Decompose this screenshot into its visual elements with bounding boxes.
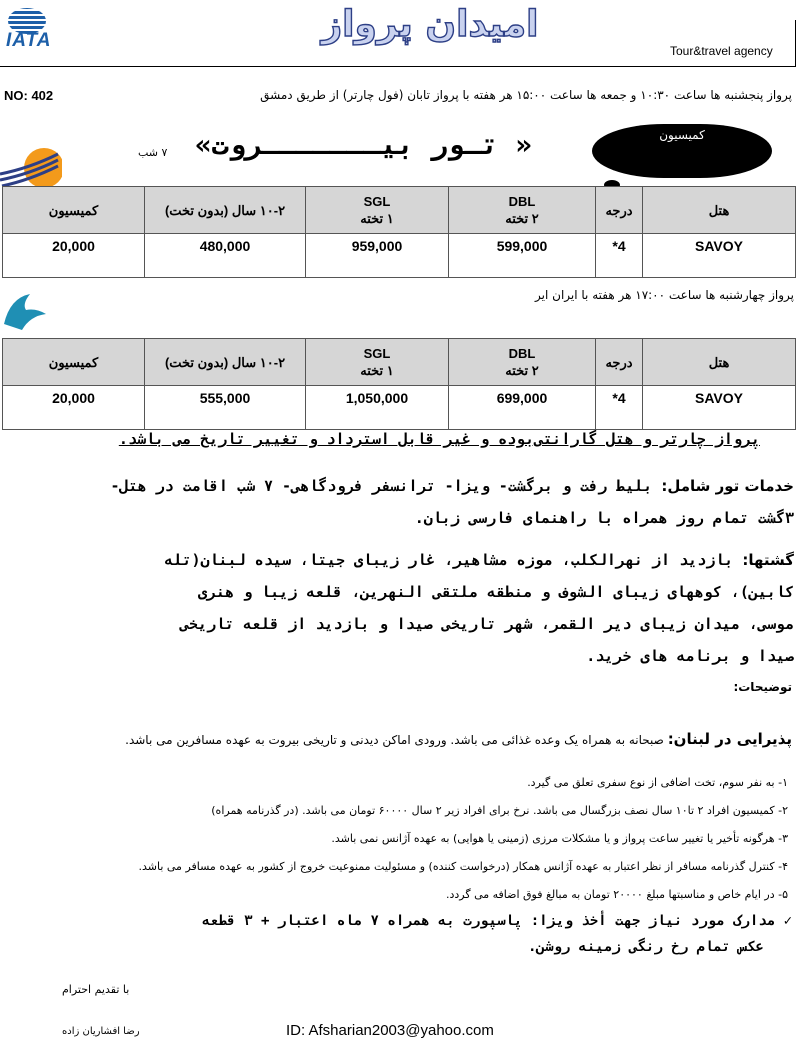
reception-line (125, 730, 792, 748)
iran-air-logo-icon (0, 290, 50, 332)
cloud-text: کمیسیون (659, 128, 705, 142)
services-section (2, 470, 794, 534)
tour-title: « تـور بیـــــــروت» (194, 128, 532, 161)
regards-text: با تقدیم احترام (62, 983, 130, 996)
sgl-cell: 959,000 (306, 234, 449, 278)
table-row (3, 386, 796, 430)
col-child: ۱۰-۲ سال (بدون تخت) (145, 187, 306, 234)
note-item: ۲- کمیسیون افراد ۲ تا۱۰ سال نصف بزرگسال می باشد. نرخ برای افراد زیر ۲ سال ۶۰۰۰۰ تومان می باشد. (در گذرنامه همراه) (211, 804, 788, 817)
tours-line-2: کابین)، کوههای زیبای الشوف و منطقه ملتقی النهرین، قلعه زیبا و هنری (197, 583, 794, 601)
tours-line-4: صیدا و برنامه های خرید. (586, 647, 794, 665)
price-table-2 (2, 338, 796, 430)
child-cell: 555,000 (145, 386, 306, 430)
visa-documents (2, 908, 792, 960)
header-rule (0, 66, 795, 67)
hotel-cell: SAVOY (643, 386, 796, 430)
col-sgl: SGL ۱ تخته (306, 339, 449, 386)
price-table-1 (2, 186, 796, 278)
brand-title: امیدان پرواز (321, 4, 539, 45)
airline-logo-icon (0, 148, 62, 188)
col-grade: درجه (596, 187, 643, 234)
note-item: ۳- هرگونه تأخیر یا تغییر ساعت پرواز و یا مشکلات مرزی (زمینی یا هوایی) به عهده آژانس نمی باشد. (331, 832, 788, 845)
services-label: خدمات تور شامل: (661, 477, 794, 495)
dbl-cell: 599,000 (449, 234, 596, 278)
col-grade: درجه (596, 339, 643, 386)
col-dbl: DBL ۲ تخته (449, 339, 596, 386)
commission-cell: 20,000 (3, 234, 145, 278)
commission-cell: 20,000 (3, 386, 145, 430)
hotel-cell: SAVOY (643, 234, 796, 278)
reception-label: پذیرایی در لبنان: (667, 730, 792, 748)
dbl-cell: 699,000 (449, 386, 596, 430)
notes-heading: توضیحات: (733, 680, 792, 694)
table-header-row (3, 339, 796, 386)
sgl-cell: 1,050,000 (306, 386, 449, 430)
contact-email: ID: Afsharian2003@yahoo.com (286, 1022, 494, 1039)
nights-label: ۷ شب (138, 146, 168, 159)
grade-cell: 4* (596, 386, 643, 430)
header-side-rule (795, 20, 796, 67)
table-row (3, 234, 796, 278)
note-item: ۴- کنترل گذرنامه مسافر از نظر اعتبار به عهده آژانس همکار (درخواست کننده) و مسئولیت ممنوعیت خروج از کشور به عهده مسافر می باشد. (138, 860, 788, 873)
document-number: NO: 402 (4, 88, 54, 103)
documents-line-2: عکس تمام رخ رنگی زمینه روشن. (527, 939, 764, 955)
iata-logo: IATA (6, 30, 52, 51)
flight-info-1: پرواز پنجشنبه ها ساعت ۱۰:۳۰ و جمعه ها ساعت ۱۵:۰۰ هر هفته با پرواز تابان (فول چارتر) از طریق دمشق (260, 88, 792, 102)
agency-label: Tour&travel agency (670, 44, 773, 58)
col-hotel: هتل (643, 339, 796, 386)
note-item: ۵- در ایام خاص و مناسبتها مبلغ ۲۰۰۰۰ تومان به مبالغ فوق اضافه می گردد. (445, 888, 788, 901)
col-dbl: DBL ۲ تخته (449, 187, 596, 234)
tours-line-3: موسی، میدان زیبای دیر القمر، شهر تاریخی صیدا و بازدید از قلعه تاریخی (179, 615, 794, 633)
flight-info-2: پرواز چهارشنبه ها ساعت ۱۷:۰۰ هر هفته با ایران ایر (535, 288, 794, 302)
charter-note: پرواز چارتر و هتل گارانتی‌بوده و غیر قابل استرداد و تغییر تاریخ می باشد. (118, 430, 760, 448)
tours-line-1: گشتها: بازدید از نهرالکلب، موزه مشاهیر، غار زیبای جیتا، سیده لبنان(تله (164, 551, 794, 569)
col-sgl: SGL ۱ تخته (306, 187, 449, 234)
col-commission: کمیسیون (3, 339, 145, 386)
commission-cloud (592, 124, 772, 178)
signer-name: رضا افشاریان زاده (62, 1026, 140, 1037)
col-child: ۱۰-۲ سال (بدون تخت) (145, 339, 306, 386)
documents-line-1: ✓ مدارک مورد نیاز جهت أخذ ویزا: پاسپورت به همراه ۷ ماه اعتبار + ۳ قطعه (201, 913, 792, 929)
services-line-1: خدمات تور شامل: بلیط رفت و برگشت- ویزا- ترانسفر فرودگاهی- ۷ شب اقامت در هتل- (110, 477, 794, 495)
child-cell: 480,000 (145, 234, 306, 278)
table-header-row (3, 187, 796, 234)
tours-section (2, 544, 794, 672)
reception-text: صبحانه به همراه یک وعده غذائی می باشد. ورودی اماکن دیدنی و تاریخی بیروت به عهده مسافرین می باشد. (125, 733, 664, 747)
col-commission: کمیسیون (3, 187, 145, 234)
col-hotel: هتل (643, 187, 796, 234)
tours-label: گشتها: (742, 551, 794, 569)
grade-cell: 4* (596, 234, 643, 278)
note-item: ۱- به نفر سوم، تخت اضافی از نوع سفری تعلق می گیرد. (527, 776, 788, 789)
services-line-2: ۳گشت تمام روز همراه با راهنمای فارسی زبان. (414, 509, 794, 527)
